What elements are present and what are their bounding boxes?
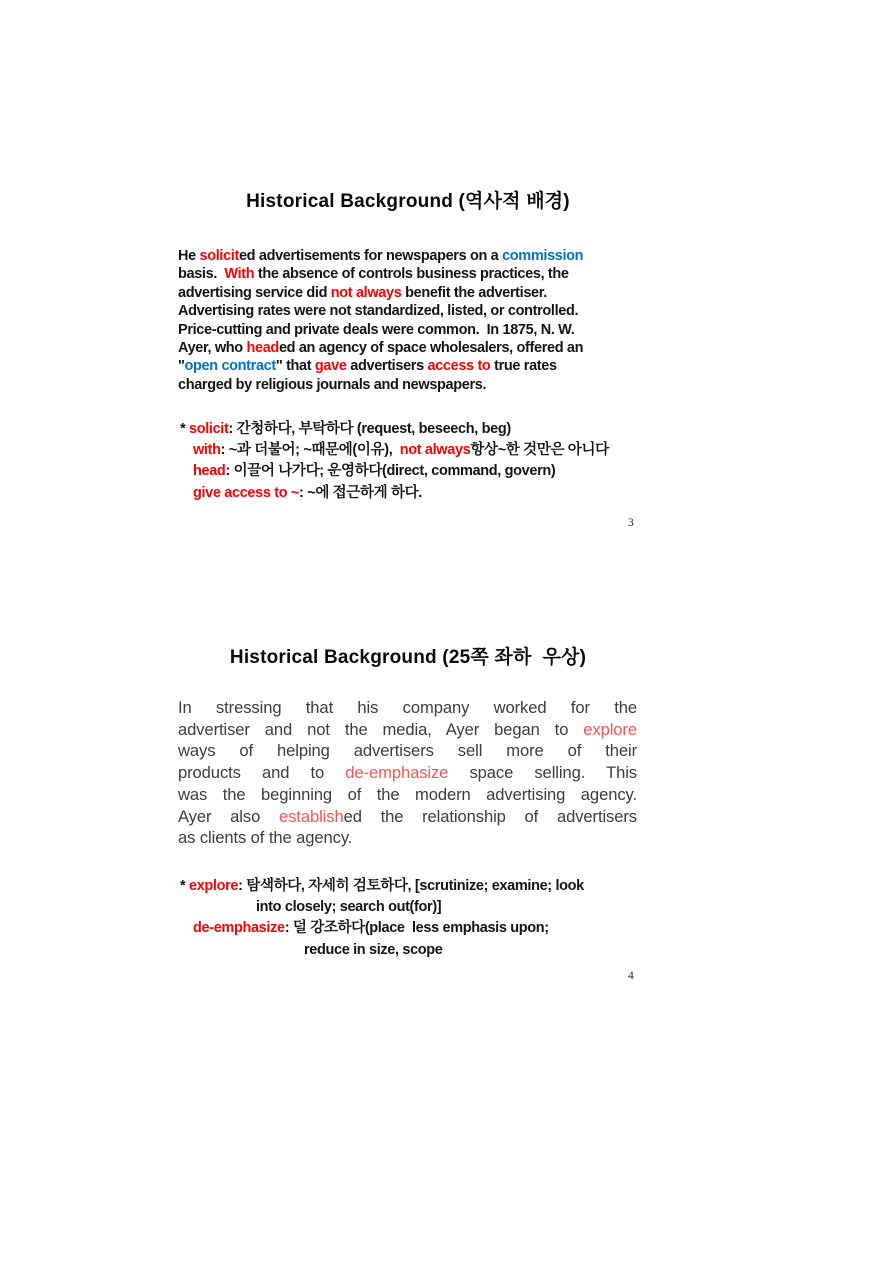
highlighted-term: commission <box>502 248 584 264</box>
text-segment: He <box>178 248 200 264</box>
text-line <box>256 897 584 918</box>
highlighted-term: explore <box>188 878 239 894</box>
text-segment: ed the relationship of advertisers <box>343 806 637 826</box>
text-line <box>178 247 640 265</box>
highlighted-term: de-emphasize <box>345 763 449 783</box>
text-segment: advertiser and not the media, Ayer began to <box>178 719 584 739</box>
text-segment: into closely; search out(for)] <box>256 899 442 916</box>
highlighted-term: establish <box>278 806 344 826</box>
text-segment: the absence of controls business practices, the <box>254 266 569 283</box>
text-segment: benefit the advertiser. <box>401 284 547 301</box>
highlighted-term: explore <box>583 719 637 739</box>
slide-2-vocabulary-notes <box>180 876 584 961</box>
slide-2-paragraph <box>178 697 637 849</box>
page-number-3: 3 <box>628 517 634 529</box>
text-segment: : 덜 강조하다(place less emphasis upon; <box>284 920 549 937</box>
text-segment: advertisers <box>346 358 428 375</box>
text-line <box>178 376 640 394</box>
text-segment: was the beginning of the modern advertising agency. <box>178 784 637 804</box>
text-segment: as clients of the agency. <box>178 828 353 848</box>
page-number-4: 4 <box>628 970 634 982</box>
text-segment: space selling. This <box>448 763 637 783</box>
text-segment: reduce in size, scope <box>304 941 443 958</box>
text-segment: Ayer, who <box>178 340 247 357</box>
text-segment: Advertising rates were not standardized, listed, or controlled. <box>178 303 579 320</box>
text-segment: " that <box>275 358 315 375</box>
highlighted-term: head <box>246 340 279 357</box>
text-segment: ed an agency of space wholesalers, offered an <box>278 340 584 357</box>
highlighted-term: not always <box>330 284 402 301</box>
text-line <box>178 784 637 806</box>
text-segment: * <box>180 421 189 437</box>
text-line <box>178 321 640 339</box>
text-segment: In stressing that his company worked for the <box>178 698 637 717</box>
highlighted-term: With <box>224 266 255 283</box>
highlighted-term: solicit <box>188 421 229 437</box>
text-line <box>180 876 584 897</box>
text-segment: basis. <box>178 266 225 283</box>
text-line <box>178 357 640 375</box>
text-line <box>178 339 640 357</box>
text-segment: charged by religious journals and newspapers. <box>178 376 487 393</box>
text-line <box>178 697 637 719</box>
text-line <box>178 740 637 762</box>
highlighted-term: open contract <box>184 358 276 375</box>
highlighted-term: gave <box>314 358 347 375</box>
text-line <box>193 440 609 461</box>
highlighted-term: not always <box>399 442 471 459</box>
text-line <box>193 461 609 482</box>
highlighted-term: access to <box>427 358 491 375</box>
text-segment: Ayer also <box>178 806 279 826</box>
text-line <box>178 284 640 302</box>
text-segment: : ~에 접근하게 하다. <box>299 484 422 501</box>
highlighted-term: de-emphasize <box>193 920 285 937</box>
highlighted-term: head <box>193 463 226 480</box>
text-line <box>178 806 637 828</box>
text-segment: : 간청하다, 부탁하다 (request, beseech, beg) <box>228 421 511 437</box>
text-line <box>178 827 637 849</box>
slide-1-paragraph <box>178 247 640 394</box>
text-segment: advertising service did <box>178 284 331 301</box>
text-segment: Price-cutting and private deals were common. In 1875, N. W. <box>178 321 575 338</box>
text-segment: ed advertisements for newspapers on a <box>238 248 503 264</box>
text-line <box>178 302 640 320</box>
slide-2-title: Historical Background (25쪽 좌하 우상) <box>229 647 587 668</box>
text-segment: ways of helping advertisers sell more of their <box>178 741 637 761</box>
slide-1-vocabulary-notes <box>180 419 609 504</box>
text-segment: : ~과 더불어; ~때문에(이유), <box>220 442 400 459</box>
highlighted-term: give access to ~ <box>193 484 300 501</box>
text-line <box>193 918 584 939</box>
text-line <box>304 940 584 961</box>
text-line <box>178 719 637 741</box>
text-segment: * <box>180 878 189 894</box>
text-line <box>178 265 640 283</box>
text-line <box>178 762 637 784</box>
text-segment: 항상~한 것만은 아니다 <box>470 442 609 459</box>
highlighted-term: solicit <box>199 248 239 264</box>
text-segment: products and to <box>178 763 346 783</box>
slide-1-title: Historical Background (역사적 배경) <box>246 191 570 212</box>
text-line <box>180 419 609 440</box>
text-segment: " <box>178 358 185 375</box>
text-line <box>193 483 609 504</box>
highlighted-term: with <box>193 442 221 459</box>
text-segment: true rates <box>490 358 557 375</box>
text-segment: : 이끌어 나가다; 운영하다(direct, command, govern) <box>225 463 556 480</box>
text-segment: : 탐색하다, 자세히 검토하다, [scrutinize; examine; look <box>238 878 584 894</box>
